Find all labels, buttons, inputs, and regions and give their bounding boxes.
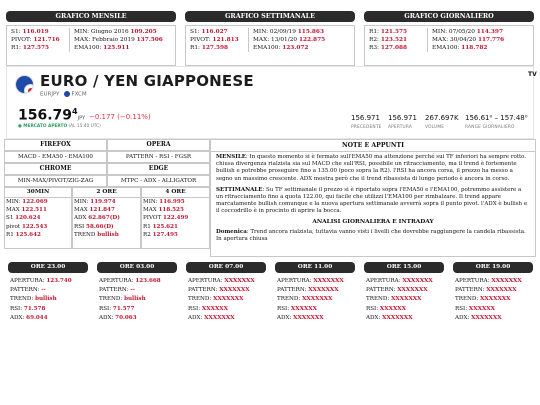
timeframe-2h xyxy=(72,187,141,249)
label: MAX xyxy=(6,207,22,214)
value: 62.867(D) xyxy=(88,215,120,222)
currency-flags-icon xyxy=(15,75,34,94)
label: TREND: xyxy=(366,296,392,303)
firefox-header: FIREFOX xyxy=(4,139,107,151)
label: TREND: xyxy=(188,296,214,303)
price-main: 156.79 xyxy=(18,107,73,124)
label: PATTERN: xyxy=(455,287,487,294)
chrome-indicators: MIN-MAX/PIVOT/ZIG-ZAG xyxy=(4,175,107,187)
notes-label: Domenica xyxy=(216,228,247,235)
label: APERTURA: xyxy=(455,278,492,284)
label: TREND xyxy=(74,231,98,238)
value: 69.044 xyxy=(26,314,48,321)
value: 117.776 xyxy=(477,37,505,43)
label: S1: xyxy=(190,29,200,35)
label: APERTURA: xyxy=(188,278,225,284)
timeframe-header: 2 ORE xyxy=(73,188,140,198)
hour-card-1900 xyxy=(453,262,533,323)
weekly-header: GRAFICO SETTIMANALE xyxy=(185,11,355,22)
value: 118.525 xyxy=(158,207,184,214)
symbol-code: EURJPY xyxy=(40,91,60,98)
exchange-name: FXCM xyxy=(71,91,87,98)
value: XXXXXX xyxy=(379,305,406,312)
label: R3: xyxy=(369,45,380,51)
value: XXXXXXX xyxy=(402,278,433,284)
label: ADX: xyxy=(10,314,27,321)
value: -- xyxy=(130,287,135,294)
symbol-title[interactable]: EURO / YEN GIAPPONESE xyxy=(40,72,254,90)
label: S1: xyxy=(11,29,21,35)
label: RSI: xyxy=(99,305,113,312)
value: 127.598 xyxy=(201,45,229,51)
stat-volume-label: VOLUME xyxy=(425,125,445,130)
label: ADX: xyxy=(277,314,294,321)
analysis-header: ANALISI GIORNALIERA E INTRADAY xyxy=(312,218,434,225)
value: 119.974 xyxy=(90,199,116,205)
value: XXXXXXX xyxy=(382,314,413,321)
label: PIVOT xyxy=(143,215,164,222)
value: XXXXXX xyxy=(290,305,317,312)
label: R1 xyxy=(143,223,153,230)
stat-previous-label: PRECEDENTE xyxy=(351,125,382,130)
daily-header: GRAFICO GIORNALIERO xyxy=(364,11,534,22)
label: R1 xyxy=(6,231,16,238)
value: 122.069 xyxy=(22,199,48,205)
value: -- xyxy=(41,287,46,294)
value: 123.668 xyxy=(135,278,161,284)
value: XXXXXXX xyxy=(302,296,333,303)
market-time: (AL 15:40 UTC) xyxy=(68,124,101,129)
value: 127.495 xyxy=(152,231,178,238)
hour-card-2300 xyxy=(8,262,88,323)
value: XXXXXXX xyxy=(480,296,511,303)
edge-header: EDGE xyxy=(107,163,210,175)
market-status-label: ● MERCATO APERTO xyxy=(18,124,68,129)
label: RSI: xyxy=(366,305,380,312)
label: MAX: Febbraio 2019 xyxy=(74,37,137,43)
label: RSI: xyxy=(455,305,469,312)
monthly-header: GRAFICO MENSILE xyxy=(6,11,176,22)
price-unit: JPY xyxy=(77,115,86,122)
value: bullish xyxy=(97,231,119,238)
label: TREND: xyxy=(10,296,36,303)
value: XXXXXXX xyxy=(471,314,502,321)
value: 116.027 xyxy=(201,29,228,35)
value: XXXXXX xyxy=(201,305,228,312)
value: 114.397 xyxy=(476,29,503,35)
value: XXXXXXX xyxy=(224,278,255,284)
value: bullish xyxy=(35,296,57,303)
timeframe-header: 4 ORE xyxy=(142,188,209,198)
value: 122.511 xyxy=(21,207,47,214)
label: R1: xyxy=(369,29,380,35)
notes-text: : In questo momento si è fermato sull'EMA50 ma attenzione perché sui TF inferiori ha sempre rotto. chiusa divergenza rialzista sia sul MACD che sull'RSI, possibile un ritracciamento, ma il trend è fortemente bullish e potrebbe proseguire fino a 135.00 (poco sopra la R2). l'RSI ha ancora corsa, il prezzo ha messo a segno un massimo crescente. ADX mostra però che il trend ribassista di lungo periodo è ancora in corso. xyxy=(216,154,527,182)
label: EMA100: xyxy=(74,45,104,51)
label: ADX: xyxy=(455,314,472,321)
value: 120.624 xyxy=(15,215,41,222)
label: MIN: xyxy=(74,199,91,205)
hour-card-header: ORE 07.00 xyxy=(186,262,266,273)
value: 121.813 xyxy=(212,37,239,43)
value: 121.575 xyxy=(380,29,408,35)
value: 122.543 xyxy=(21,223,48,230)
value: 125.911 xyxy=(103,45,130,51)
market-status xyxy=(18,124,101,129)
label: S1 xyxy=(6,215,16,222)
label: R2 xyxy=(143,231,153,238)
notes-text: : Trend ancora rialzista, tuttavia vanno visti i livelli che dovrebbe raggiungere la candela ribassista. In apertura chiusa xyxy=(216,228,526,242)
label: R1: xyxy=(11,45,22,51)
stat-range-label: RANGE GIORNALIERO xyxy=(465,125,515,130)
hour-card-1500 xyxy=(364,262,444,323)
hour-card-header: ORE 15.00 xyxy=(364,262,444,273)
label: MAX: 30/04/20 xyxy=(432,37,478,43)
chrome-header: CHROME xyxy=(4,163,107,175)
value: XXXXXXX xyxy=(313,278,344,284)
label: TREND: xyxy=(99,296,125,303)
value: XXXXXXX xyxy=(308,287,339,294)
daily-box xyxy=(364,11,534,66)
opera-indicators: PATTERN - RSI - FGSR xyxy=(107,151,210,163)
notes-weekly xyxy=(211,185,535,218)
label: R2: xyxy=(369,37,380,43)
weekly-box xyxy=(185,11,355,66)
value: 125.642 xyxy=(15,231,41,238)
value: 137.506 xyxy=(136,37,163,43)
value: 121.847 xyxy=(89,207,115,214)
label: APERTURA: xyxy=(366,278,403,284)
edge-indicators: MTPC - ADX - ALLIGATOR xyxy=(107,175,210,187)
value: bullish xyxy=(124,296,146,303)
value: 116.995 xyxy=(159,199,185,205)
label: TREND: xyxy=(277,296,303,303)
price-change: −0.177 (−0.11%) xyxy=(89,113,151,121)
value: 122.875 xyxy=(298,37,326,43)
firefox-indicators: MACD - EMA50 - EMA100 xyxy=(4,151,107,163)
value: 127.575 xyxy=(22,45,50,51)
timeframe-header: 30MIN xyxy=(5,188,71,198)
hour-card-header: ORE 03.00 xyxy=(97,262,177,273)
value: 122.499 xyxy=(163,215,189,222)
label: RSI: xyxy=(10,305,24,312)
timeframe-30min xyxy=(4,187,72,249)
label: PIVOT: xyxy=(190,37,211,43)
symbol-info-widget[interactable] xyxy=(6,66,537,139)
label: APERTURA: xyxy=(99,278,136,284)
value: 71.578 xyxy=(23,305,46,312)
label: MIN: xyxy=(6,199,23,205)
label: MIN: xyxy=(143,199,160,205)
value: XXXXXXX xyxy=(486,287,517,294)
value: XXXXXXX xyxy=(293,314,324,321)
value: 127.088 xyxy=(380,45,408,51)
hour-card-header: ORE 11.00 xyxy=(275,262,355,273)
notes-panel[interactable] xyxy=(210,139,536,257)
timeframe-4h xyxy=(141,187,210,249)
monthly-box xyxy=(6,11,176,66)
value: 116.019 xyxy=(22,29,49,35)
value: 123.521 xyxy=(380,37,408,43)
label: RSI: xyxy=(188,305,202,312)
label: PATTERN: xyxy=(188,287,220,294)
value: XXXXXXX xyxy=(397,287,428,294)
label: ADX: xyxy=(366,314,383,321)
price-sup: 4 xyxy=(72,107,78,116)
notes-header: NOTE E APPUNTI xyxy=(211,140,535,152)
label: MIN: Giugno 2016 xyxy=(74,29,131,35)
label: RSI: xyxy=(277,305,291,312)
value: XXXXXXX xyxy=(491,278,522,284)
label: MIN: 02/09/19 xyxy=(253,29,298,35)
notes-text: : Su TF settimanale il prezzo si è riportato sopra l'EMA50 e l'EMA100, potremmo assistere a un ritracciamento fino a quota 122.00, qui facile che utilizzi l'EMA100 per rimbalzare. Il trend appare marcatamente bullish comunque e la nuova apertura settimanale avverrà sopra il punto pivot. l'ADX è bullish e il coccodrillo è in procinto di aprire la bocca. xyxy=(216,186,528,215)
label: ADX xyxy=(74,215,89,222)
label: ADX: xyxy=(188,314,205,321)
label: PATTERN: xyxy=(277,287,309,294)
label: ADX: xyxy=(99,314,116,321)
stat-open-label: APERTURA xyxy=(388,125,413,130)
hour-card-0700 xyxy=(186,262,266,323)
value: 58.66(D) xyxy=(86,223,114,230)
label: MIN: 07/05/20 xyxy=(432,29,477,35)
hour-card-1100 xyxy=(275,262,355,323)
hour-card-header: ORE 19.00 xyxy=(453,262,533,273)
value: 115.863 xyxy=(297,29,324,35)
value: XXXXXXX xyxy=(219,287,250,294)
label: MAX xyxy=(143,207,159,214)
hour-card-0300 xyxy=(97,262,177,323)
value: 118.782 xyxy=(461,45,488,51)
value: XXXXXXX xyxy=(213,296,244,303)
value: XXXXXXX xyxy=(204,314,235,321)
value: 70.063 xyxy=(115,314,137,321)
value: 121.716 xyxy=(33,37,60,43)
value: 125.621 xyxy=(152,223,178,230)
value: 109.205 xyxy=(130,29,157,35)
hour-card-header: ORE 23.00 xyxy=(8,262,88,273)
label: PIVOT: xyxy=(11,37,32,43)
stat-range-value: 156.61⁰ – 157.48⁰ xyxy=(465,114,528,122)
value: 123.740 xyxy=(46,278,72,284)
label: TREND: xyxy=(455,296,481,303)
notes-monthly xyxy=(211,152,535,185)
label: PATTERN: xyxy=(366,287,398,294)
stat-open-value: 156.971 xyxy=(388,114,417,122)
label: PATTERN: xyxy=(10,287,42,294)
stat-previous-value: 156.971 xyxy=(351,114,380,122)
label: EMA100: xyxy=(432,45,462,51)
label: pivot xyxy=(6,223,22,230)
stat-volume-value: 267.697K xyxy=(425,114,459,122)
notes-label: SETTIMANALE xyxy=(216,186,263,193)
label: APERTURA: xyxy=(277,278,314,284)
value: 71.577 xyxy=(112,305,135,312)
notes-daily xyxy=(211,227,535,245)
symbol-subtitle xyxy=(40,91,87,98)
label: PATTERN: xyxy=(99,287,131,294)
value: 123.072 xyxy=(282,45,309,51)
opera-header: OPERA xyxy=(107,139,210,151)
notes-label: MENSILE xyxy=(216,154,246,160)
exchange-icon xyxy=(64,91,70,97)
label: EMA100: xyxy=(253,45,283,51)
label: APERTURA: xyxy=(10,278,47,284)
label: RSI xyxy=(74,223,87,230)
label: MAX xyxy=(74,207,90,214)
value: XXXXXXX xyxy=(391,296,422,303)
label: MAX: 13/01/20 xyxy=(253,37,299,43)
last-price xyxy=(18,107,85,124)
label: R1: xyxy=(190,45,201,51)
value: XXXXXX xyxy=(468,305,495,312)
tradingview-logo-icon[interactable]: TV xyxy=(528,71,537,78)
